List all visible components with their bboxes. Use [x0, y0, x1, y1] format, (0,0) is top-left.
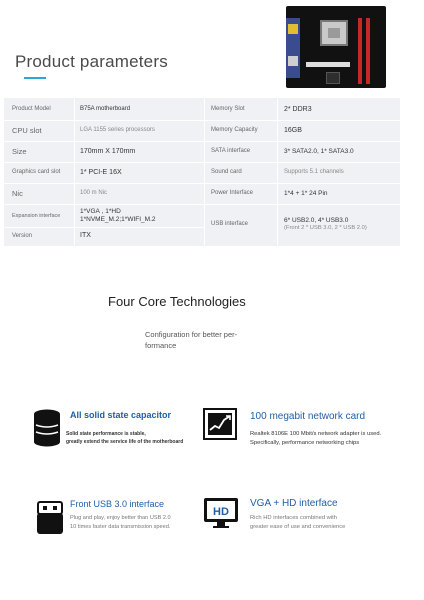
spec-value-line: (Front 2 * USB 3.0, 2 * USB 2.0): [284, 225, 367, 232]
chipset: [326, 72, 340, 84]
subtitle-line: formance: [145, 340, 177, 350]
feature-text: [250, 430, 381, 449]
cpu-socket: [320, 20, 348, 46]
spec-value-line: 1*NVME_M.2;1*WIFI_M.2: [80, 216, 156, 223]
spec-key: Size: [12, 147, 27, 157]
ram-slot: [358, 18, 362, 84]
feature-text-line: Specifically, performance networking chips: [250, 440, 360, 447]
spec-value: 16GB: [284, 126, 302, 134]
spec-key: Memory Slot: [211, 106, 245, 113]
spec-value: 100 m Nic: [80, 190, 108, 197]
title-accent-line: [24, 77, 46, 79]
spec-key: Sound card: [211, 169, 242, 176]
spec-key: CPU slot: [12, 126, 42, 136]
feature-text-line: Realtek 8106E 100 Mbit/s network adapter is used.: [250, 431, 382, 437]
feature-text-line: Plug and play, enjoy better than USB 2.0: [70, 515, 171, 521]
spec-value: [80, 205, 156, 227]
spec-value-line: 6* USB2.0, 4* USB3.0: [284, 217, 349, 225]
spec-key: Power Interface: [211, 190, 254, 197]
spec-value: Supports 5.1 channels: [284, 169, 344, 176]
spec-key: USB interface: [211, 221, 249, 228]
spec-value: [284, 205, 367, 245]
spec-value: 3* SATA2.0, 1* SATA3.0: [284, 147, 354, 155]
hd-monitor-icon: [203, 497, 239, 529]
pcie-slot: [306, 62, 350, 67]
io-ports: [286, 18, 300, 78]
motherboard-image: [286, 6, 386, 88]
spec-value: LGA 1155 series processors: [80, 127, 155, 134]
feature-text-line: Solid state performance is stable,: [66, 431, 146, 437]
feature-text: [250, 514, 345, 533]
feature-title: VGA + HD interface: [250, 498, 338, 509]
feature-text: [70, 514, 171, 532]
row-divider: [4, 227, 204, 228]
specs-table: [4, 98, 400, 246]
spec-key: Nic: [12, 189, 23, 199]
spec-key: Product Model: [12, 106, 51, 113]
hd-icon-label: HD: [213, 506, 229, 518]
capacitor-icon: [32, 408, 62, 448]
spec-key: Memory Capacity: [211, 127, 258, 134]
ram-slot: [366, 18, 370, 84]
network-chip-icon: [203, 408, 237, 440]
feature-title: 100 megabit network card: [250, 411, 366, 422]
spec-value: 170mm X 170mm: [80, 147, 136, 155]
feature-title: All solid state capacitor: [70, 410, 172, 420]
section-heading: Four Core Technologies: [108, 294, 246, 309]
feature-text-line: greater ease of use and convenience: [250, 524, 346, 531]
spec-key: Graphics card slot: [12, 169, 61, 176]
spec-key: Expansion interface: [12, 212, 61, 219]
spec-value: 1*4 + 1* 24 Pin: [284, 189, 328, 197]
section-subtitle: [145, 330, 245, 351]
feature-text-line: greatly extend the service life of the motherboard: [66, 439, 184, 445]
feature-text-line: 10 times faster data transmission speed.: [70, 523, 171, 530]
subtitle-line: Configuration for better per-: [145, 330, 238, 339]
page-title: Product parameters: [15, 52, 168, 71]
spec-value: 2* DDR3: [284, 105, 312, 113]
spec-value: 1* PCI-E 16X: [80, 168, 122, 176]
feature-text-line: Rich HD interfaces combined with: [250, 515, 337, 521]
spec-value-line: 1*VGA , 1*HD: [80, 207, 121, 215]
spec-key: SATA interface: [211, 148, 251, 155]
spec-key: Version: [12, 232, 33, 239]
spec-value: B75A motherboard: [80, 106, 131, 113]
feature-text: [66, 430, 183, 446]
spec-value: ITX: [80, 232, 91, 240]
feature-title: Front USB 3.0 interface: [70, 499, 165, 509]
usb-icon: [36, 500, 64, 536]
